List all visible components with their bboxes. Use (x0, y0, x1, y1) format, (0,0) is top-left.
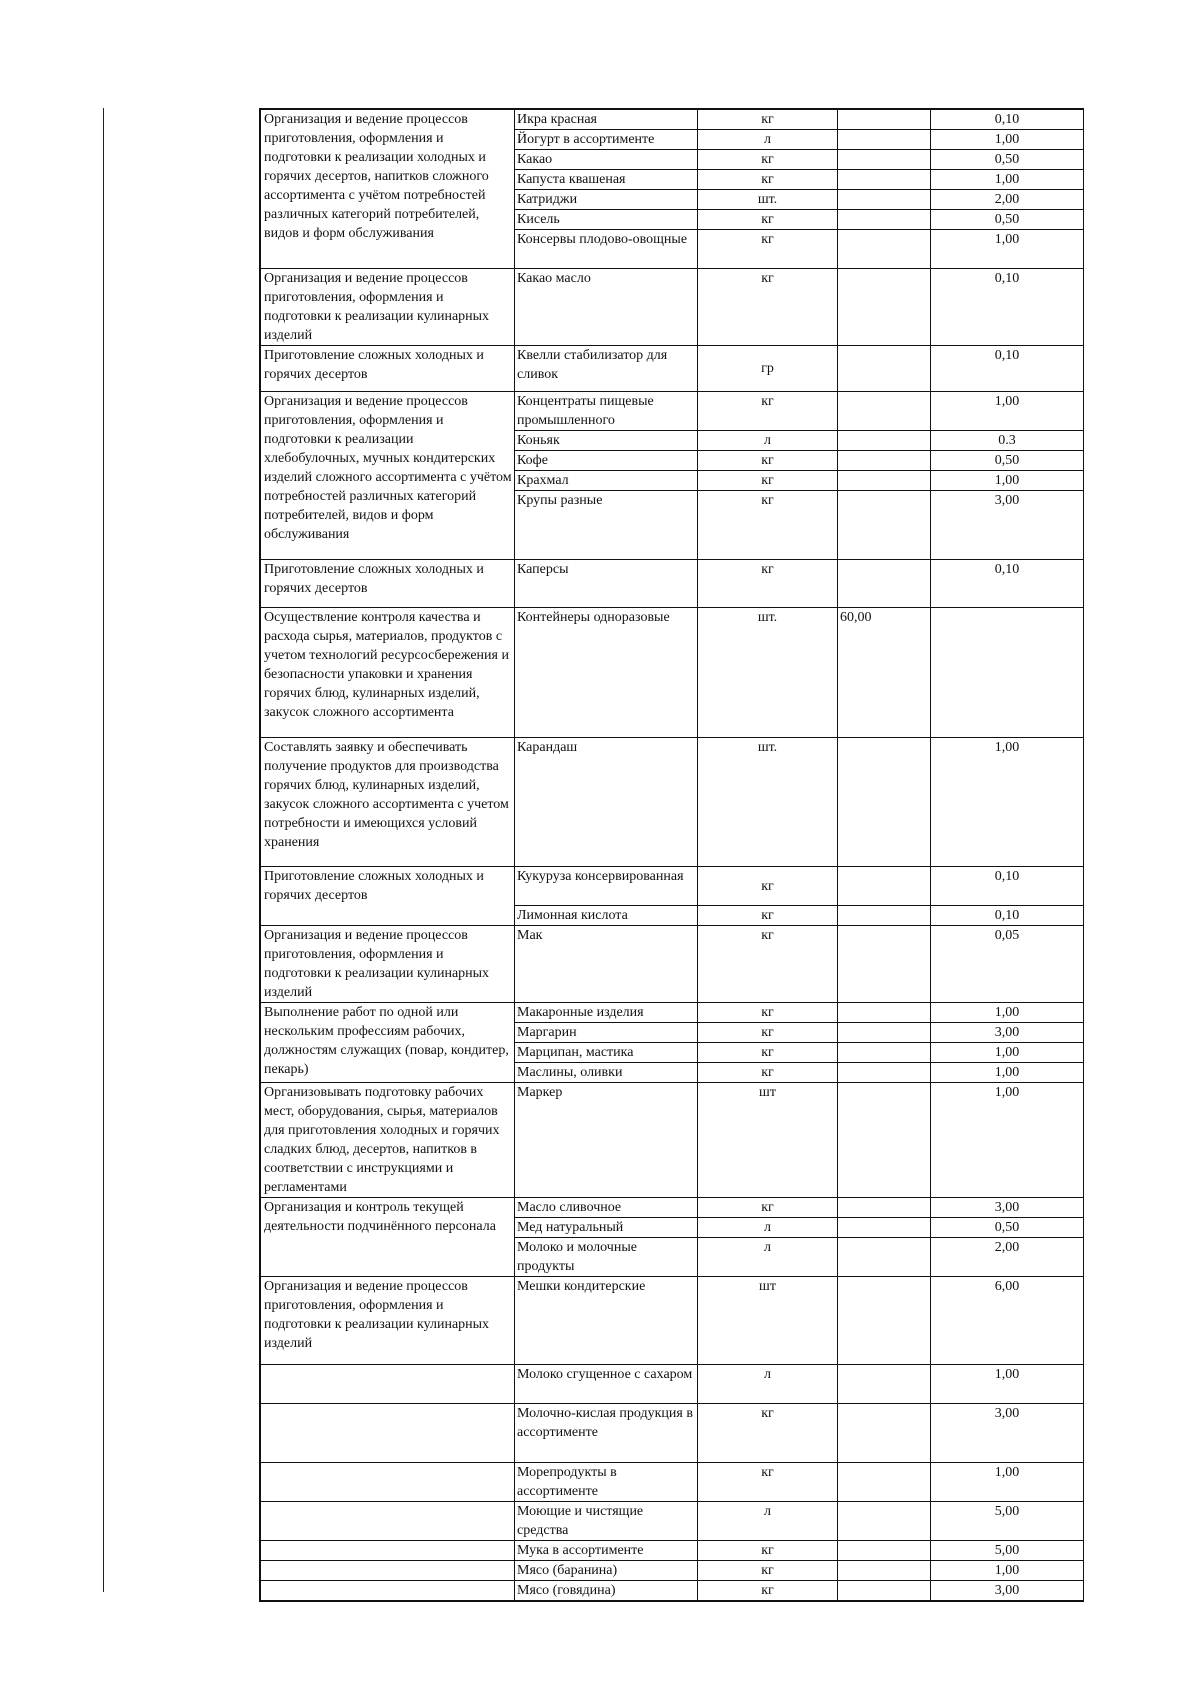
table-row (261, 110, 1084, 130)
extra-value-cell (838, 1541, 931, 1561)
unit-cell: шт. (698, 190, 838, 210)
materials-sheet (259, 108, 1084, 1602)
extra-value-cell (838, 346, 931, 392)
table-row (261, 1365, 1084, 1404)
competency-cell (261, 1561, 515, 1581)
competency-cell: Приготовление сложных холодных и горячих десертов (261, 346, 515, 392)
extra-value-cell (838, 906, 931, 926)
competency-cell: Организация и ведение процессов приготовления, оформления и подготовки к реализации хлебобулочных, мучных кондитерских изделий сложного ассортимента с учётом потребностей различных категорий потребителей, видов и форм обслуживания (261, 392, 515, 560)
quantity-cell: 0,10 (931, 110, 1084, 130)
quantity-cell: 1,00 (931, 170, 1084, 190)
quantity-cell (931, 608, 1084, 738)
unit-cell: кг (698, 1003, 838, 1023)
item-name-cell: Контейнеры одноразовые (515, 608, 698, 738)
quantity-cell: 0,10 (931, 269, 1084, 346)
extra-value-cell (838, 451, 931, 471)
extra-value-cell (838, 1043, 931, 1063)
extra-value-cell (838, 1023, 931, 1043)
item-name-cell: Карандаш (515, 738, 698, 867)
quantity-cell: 0,05 (931, 926, 1084, 1003)
unit-cell: кг (698, 1198, 838, 1218)
item-name-cell: Крахмал (515, 471, 698, 491)
unit-cell: кг (698, 926, 838, 1003)
item-name-cell: Квелли стабилизатор для сливок (515, 346, 698, 392)
extra-value-cell: 60,00 (838, 608, 931, 738)
unit-cell: кг (698, 210, 838, 230)
competency-cell: Организация и ведение процессов приготовления, оформления и подготовки к реализации холодных и горячих десертов, напитков сложного ассортимента с учётом потребностей различных категорий потребителей, видов и форм обслуживания (261, 110, 515, 269)
table-row (261, 1404, 1084, 1463)
item-name-cell: Молоко и молочные продукты (515, 1238, 698, 1277)
quantity-cell: 1,00 (931, 1463, 1084, 1502)
quantity-cell: 0,50 (931, 210, 1084, 230)
quantity-cell: 0,50 (931, 150, 1084, 170)
unit-cell: кг (698, 906, 838, 926)
unit-cell: кг (698, 1581, 838, 1601)
quantity-cell: 1,00 (931, 130, 1084, 150)
unit-cell: кг (698, 392, 838, 431)
extra-value-cell (838, 1581, 931, 1601)
extra-value-cell (838, 190, 931, 210)
unit-cell: шт (698, 1083, 838, 1198)
item-name-cell: Маслины, оливки (515, 1063, 698, 1083)
unit-cell: шт. (698, 738, 838, 867)
item-name-cell: Макаронные изделия (515, 1003, 698, 1023)
competency-cell: Составлять заявку и обеспечивать получение продуктов для производства горячих блюд, кулинарных изделий, закусок сложного ассортимента с учетом потребности и имеющихся условий хранения (261, 738, 515, 867)
item-name-cell: Маркер (515, 1083, 698, 1198)
extra-value-cell (838, 560, 931, 608)
competency-cell (261, 1365, 515, 1404)
competency-cell: Организация и ведение процессов приготовления, оформления и подготовки к реализации кулинарных изделий (261, 1277, 515, 1365)
unit-cell: л (698, 1365, 838, 1404)
quantity-cell: 0,50 (931, 451, 1084, 471)
item-name-cell: Масло сливочное (515, 1198, 698, 1218)
quantity-cell: 0,10 (931, 560, 1084, 608)
item-name-cell: Кофе (515, 451, 698, 471)
unit-cell: кг (698, 491, 838, 560)
unit-cell: кг (698, 1463, 838, 1502)
item-name-cell: Какао (515, 150, 698, 170)
unit-cell: кг (698, 1541, 838, 1561)
extra-value-cell (838, 1238, 931, 1277)
item-name-cell: Молоко сгущенное с сахаром (515, 1365, 698, 1404)
extra-value-cell (838, 210, 931, 230)
extra-value-cell (838, 738, 931, 867)
item-name-cell: Лимонная кислота (515, 906, 698, 926)
competency-cell: Осуществление контроля качества и расхода сырья, материалов, продуктов с учетом технологий ресурсосбережения и безопасности упаковки и хранения горячих блюд, кулинарных изделий, закусок сложного ассортимента (261, 608, 515, 738)
table-row (261, 1561, 1084, 1581)
quantity-cell: 1,00 (931, 1043, 1084, 1063)
extra-value-cell (838, 230, 931, 269)
item-name-cell: Катриджи (515, 190, 698, 210)
item-name-cell: Мед натуральный (515, 1218, 698, 1238)
extra-value-cell (838, 867, 931, 906)
left-margin-line (103, 108, 104, 1592)
table-row (261, 1541, 1084, 1561)
item-name-cell: Консервы плодово-овощные (515, 230, 698, 269)
item-name-cell: Мясо (говядина) (515, 1581, 698, 1601)
extra-value-cell (838, 1463, 931, 1502)
table-row (261, 926, 1084, 1003)
unit-cell: кг (698, 110, 838, 130)
item-name-cell: Йогурт в ассортименте (515, 130, 698, 150)
quantity-cell: 5,00 (931, 1502, 1084, 1541)
competency-cell: Организовывать подготовку рабочих мест, оборудования, сырья, материалов для приготовления холодных и горячих сладких блюд, десертов, напитков в соответствии с инструкциями и регламентами (261, 1083, 515, 1198)
extra-value-cell (838, 1561, 931, 1581)
item-name-cell: Марципан, мастика (515, 1043, 698, 1063)
quantity-cell: 1,00 (931, 1365, 1084, 1404)
extra-value-cell (838, 150, 931, 170)
item-name-cell: Мешки кондитерские (515, 1277, 698, 1365)
unit-cell: кг (698, 1063, 838, 1083)
extra-value-cell (838, 1083, 931, 1198)
competency-cell: Приготовление сложных холодных и горячих десертов (261, 867, 515, 926)
quantity-cell: 3,00 (931, 1023, 1084, 1043)
extra-value-cell (838, 1063, 931, 1083)
quantity-cell: 3,00 (931, 491, 1084, 560)
quantity-cell: 6,00 (931, 1277, 1084, 1365)
extra-value-cell (838, 431, 931, 451)
unit-cell: гр (698, 346, 838, 392)
unit-cell: л (698, 1238, 838, 1277)
quantity-cell: 1,00 (931, 392, 1084, 431)
quantity-cell: 1,00 (931, 230, 1084, 269)
item-name-cell: Икра красная (515, 110, 698, 130)
table-row (261, 738, 1084, 867)
item-name-cell: Моющие и чистящие средства (515, 1502, 698, 1541)
quantity-cell: 2,00 (931, 1238, 1084, 1277)
extra-value-cell (838, 1365, 931, 1404)
unit-cell: кг (698, 451, 838, 471)
extra-value-cell (838, 1198, 931, 1218)
unit-cell: кг (698, 150, 838, 170)
table-row (261, 608, 1084, 738)
table-row (261, 1277, 1084, 1365)
item-name-cell: Коньяк (515, 431, 698, 451)
unit-cell: кг (698, 269, 838, 346)
unit-cell: л (698, 1502, 838, 1541)
extra-value-cell (838, 269, 931, 346)
competency-cell: Приготовление сложных холодных и горячих десертов (261, 560, 515, 608)
item-name-cell: Крупы разные (515, 491, 698, 560)
unit-cell: л (698, 1218, 838, 1238)
quantity-cell: 1,00 (931, 1003, 1084, 1023)
quantity-cell: 3,00 (931, 1581, 1084, 1601)
quantity-cell: 3,00 (931, 1404, 1084, 1463)
competency-cell: Организация и ведение процессов приготовления, оформления и подготовки к реализации кулинарных изделий (261, 926, 515, 1003)
table-row (261, 1083, 1084, 1198)
competency-cell (261, 1463, 515, 1502)
item-name-cell: Мак (515, 926, 698, 1003)
quantity-cell: 1,00 (931, 738, 1084, 867)
extra-value-cell (838, 1404, 931, 1463)
item-name-cell: Кукуруза консервированная (515, 867, 698, 906)
extra-value-cell (838, 491, 931, 560)
competency-cell: Организация и контроль текущей деятельности подчинённого персонала (261, 1198, 515, 1277)
item-name-cell: Морепродукты в ассортименте (515, 1463, 698, 1502)
unit-cell: л (698, 130, 838, 150)
item-name-cell: Капуста квашеная (515, 170, 698, 190)
unit-cell: кг (698, 1043, 838, 1063)
item-name-cell: Какао масло (515, 269, 698, 346)
competency-cell: Выполнение работ по одной или нескольким профессиям рабочих, должностям служащих (повар, кондитер, пекарь) (261, 1003, 515, 1083)
item-name-cell: Каперсы (515, 560, 698, 608)
competency-cell (261, 1581, 515, 1601)
competency-cell (261, 1502, 515, 1541)
extra-value-cell (838, 392, 931, 431)
table-row (261, 1198, 1084, 1218)
table-row (261, 560, 1084, 608)
unit-cell: кг (698, 560, 838, 608)
unit-cell: кг (698, 230, 838, 269)
quantity-cell: 0,10 (931, 867, 1084, 906)
unit-cell: кг (698, 867, 838, 906)
unit-cell: кг (698, 1023, 838, 1043)
item-name-cell: Кисель (515, 210, 698, 230)
quantity-cell: 1,00 (931, 471, 1084, 491)
extra-value-cell (838, 1218, 931, 1238)
item-name-cell: Маргарин (515, 1023, 698, 1043)
quantity-cell: 1,00 (931, 1063, 1084, 1083)
quantity-cell: 3,00 (931, 1198, 1084, 1218)
competency-cell (261, 1541, 515, 1561)
unit-cell: л (698, 431, 838, 451)
competency-cell (261, 1404, 515, 1463)
extra-value-cell (838, 926, 931, 1003)
unit-cell: шт. (698, 608, 838, 738)
quantity-cell: 0,10 (931, 906, 1084, 926)
quantity-cell: 0,50 (931, 1218, 1084, 1238)
table-row (261, 392, 1084, 431)
item-name-cell: Концентраты пищевые промышленного (515, 392, 698, 431)
quantity-cell: 0.3 (931, 431, 1084, 451)
extra-value-cell (838, 1502, 931, 1541)
extra-value-cell (838, 110, 931, 130)
table-row (261, 1581, 1084, 1601)
item-name-cell: Молочно-кислая продукция в ассортименте (515, 1404, 698, 1463)
quantity-cell: 0,10 (931, 346, 1084, 392)
table-row (261, 269, 1084, 346)
quantity-cell: 5,00 (931, 1541, 1084, 1561)
unit-cell: кг (698, 170, 838, 190)
extra-value-cell (838, 471, 931, 491)
unit-cell: кг (698, 1404, 838, 1463)
extra-value-cell (838, 1003, 931, 1023)
competency-cell: Организация и ведение процессов приготовления, оформления и подготовки к реализации кулинарных изделий (261, 269, 515, 346)
extra-value-cell (838, 130, 931, 150)
quantity-cell: 1,00 (931, 1561, 1084, 1581)
table-row (261, 1463, 1084, 1502)
table-row (261, 346, 1084, 392)
table-row (261, 1003, 1084, 1023)
quantity-cell: 2,00 (931, 190, 1084, 210)
extra-value-cell (838, 1277, 931, 1365)
unit-cell: кг (698, 1561, 838, 1581)
item-name-cell: Мясо (баранина) (515, 1561, 698, 1581)
table-row (261, 1502, 1084, 1541)
extra-value-cell (838, 170, 931, 190)
table-row (261, 867, 1084, 906)
materials-table-body (261, 110, 1084, 1601)
item-name-cell: Мука в ассортименте (515, 1541, 698, 1561)
unit-cell: шт (698, 1277, 838, 1365)
unit-cell: кг (698, 471, 838, 491)
quantity-cell: 1,00 (931, 1083, 1084, 1198)
materials-table (260, 109, 1084, 1601)
